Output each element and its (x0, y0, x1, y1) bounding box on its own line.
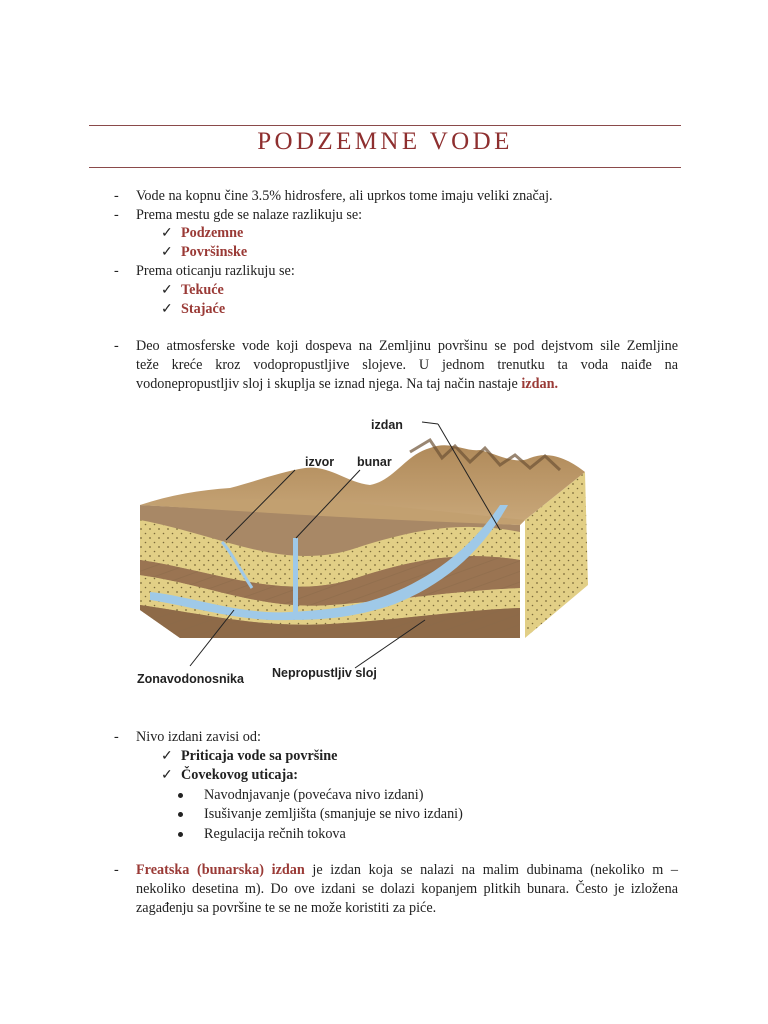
check-item-label: Površinske (181, 244, 248, 260)
check-icon: ✓ (161, 244, 173, 260)
check-item (161, 281, 224, 299)
paragraph-line: teže kreće kroz vodopropustljive slojeve. U jednom trenutku ta voda naiđe na (136, 357, 678, 373)
paragraph-line: nekoliko desetina m). Do ove izdani se dolazi kopanjem plitkih bunara. Često je izložena (136, 881, 678, 897)
paragraph-line-text: vodonepropustljiv sloj i skuplja se iznad njega. Na taj način nastaje (136, 376, 522, 392)
intro-item-3: Prema oticanju razlikuju se: (136, 263, 295, 279)
check-item-label: Stajaće (181, 301, 226, 317)
check-item-label: Priticaja vode sa površine (181, 748, 338, 764)
intro-item-2: Prema mestu gde se nalaze razlikuju se: (136, 207, 363, 223)
check-icon: ✓ (161, 767, 173, 783)
check-item-label: Čovekovog uticaja: (181, 767, 299, 783)
izdan-highlight: izdan. (521, 376, 559, 392)
check-icon: ✓ (161, 748, 173, 764)
paragraph-freatska (136, 861, 678, 918)
bullet-icon (178, 793, 183, 798)
list-dash: - (114, 188, 119, 204)
page-title: PODZEMNE VODE (257, 128, 513, 155)
check-icon: ✓ (161, 282, 173, 298)
check-icon: ✓ (161, 225, 173, 241)
label-bunar: bunar (357, 455, 392, 469)
bullet-icon (178, 832, 183, 837)
bullet-icon (178, 812, 183, 817)
bullet-item (204, 805, 463, 823)
title-rule-bottom (89, 167, 681, 168)
check-item (161, 766, 298, 784)
check-item (161, 243, 247, 261)
paragraph-line: Deo atmosferske vode koji dospeva na Zemljinu površinu se pod dejstvom sile Zemljine (136, 338, 678, 354)
list-dash: - (114, 729, 119, 745)
check-item (161, 224, 243, 242)
paragraph-line: zagađenju sa površine te se ne može koristiti za piće. (136, 900, 437, 916)
paragraph-line (136, 375, 678, 394)
intro-item-1: Vode na kopnu čine 3.5% hidrosfere, ali uprkos tome imaju veliki značaj. (136, 188, 553, 204)
list-dash: - (114, 207, 119, 223)
bullet-text: Isušivanje zemljišta (smanjuje se nivo izdani) (204, 806, 463, 822)
check-icon: ✓ (161, 301, 173, 317)
check-item (161, 747, 337, 765)
cross-section-illustration (130, 410, 600, 700)
check-item-label: Podzemne (181, 225, 244, 241)
list-dash: - (114, 338, 119, 354)
paragraph-line-text: je izdan koja se nalazi na malim dubinama (nekoliko m – (304, 862, 678, 878)
label-zona: Zonavodonosnika (137, 672, 244, 686)
freatska-highlight: Freatska (bunarska) izdan (136, 862, 305, 878)
check-item-label: Tekuće (181, 282, 224, 298)
paragraph-line (136, 861, 678, 880)
bullet-text: Regulacija rečnih tokova (204, 826, 346, 842)
bullet-text: Navodnjavanje (povećava nivo izdani) (204, 787, 424, 803)
label-izvor: izvor (305, 455, 335, 469)
check-item (161, 300, 225, 318)
title-rule-top (89, 125, 681, 126)
groundwater-diagram (130, 410, 600, 700)
list-dash: - (114, 862, 119, 878)
bullet-item (204, 825, 346, 843)
paragraph-izdan (136, 337, 678, 394)
list-dash: - (114, 263, 119, 279)
label-izdan: izdan (371, 418, 403, 432)
nivo-heading: Nivo izdani zavisi od: (136, 729, 261, 745)
bullet-item (204, 786, 423, 804)
label-nepropustljiv: Nepropustljiv sloj (272, 666, 377, 680)
